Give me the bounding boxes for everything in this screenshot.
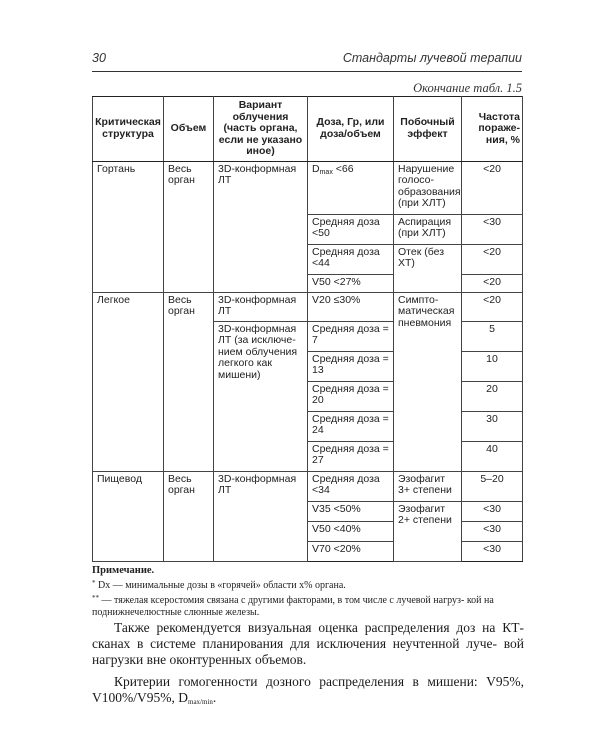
cell-effect: Нарушение голосо- образования (при ХЛТ)	[394, 161, 462, 214]
note-2: ** — тяжелая ксеростомия связана с другими факторами, в том числе с лучевой нагруз- кой на поднижнечелюстные слюнные железы.	[92, 594, 494, 618]
cell-dose: Средняя доза = 20	[308, 381, 394, 411]
cell-effect: Аспирация (при ХЛТ)	[394, 214, 462, 244]
cell-dose: Средняя доза <34	[308, 471, 394, 501]
col-header-frequency: Частота пораже- ния, %	[462, 97, 523, 162]
cell-dose: $D_{max} <66$	[308, 161, 394, 214]
cell-effect: Симпто- матическая пневмония	[394, 292, 462, 471]
cell-dose: Средняя доза <44	[308, 244, 394, 274]
cell-structure: Легкое	[93, 292, 164, 471]
table-continuation-label: Окончание табл. 1.5	[413, 81, 522, 95]
col-header-structure: Критическая структура	[93, 97, 164, 162]
cell-variant: 3D-конформная ЛТ	[214, 292, 308, 321]
table-row	[93, 161, 523, 214]
cell-dose: Средняя доза = 13	[308, 351, 394, 381]
cell-volume: Весь орган	[164, 161, 214, 292]
table-notes	[92, 565, 524, 619]
cell-frequency: 10	[462, 351, 523, 381]
cell-effect: Эзофагит 3+ степени	[394, 471, 462, 501]
cell-structure: Гортань	[93, 161, 164, 292]
cell-dose: V35 <50%	[308, 501, 394, 521]
header-rule	[92, 71, 522, 72]
cell-dose: V20 ≤30%	[308, 292, 394, 321]
col-header-dose: Доза, Гр, или доза/объем	[308, 97, 394, 162]
cell-dose: Средняя доза = 24	[308, 411, 394, 441]
table-row	[93, 471, 523, 501]
cell-dose: Средняя доза <50	[308, 214, 394, 244]
table-header-row	[93, 97, 523, 162]
notes-title: Примечание.	[92, 565, 155, 576]
table-row	[93, 292, 523, 321]
cell-frequency: 20	[462, 381, 523, 411]
cell-volume: Весь орган	[164, 471, 214, 561]
cell-frequency: 5	[462, 321, 523, 351]
cell-dose: V70 <20%	[308, 541, 394, 561]
cell-frequency: <30	[462, 214, 523, 244]
cell-frequency: <20	[462, 274, 523, 292]
cell-volume: Весь орган	[164, 292, 214, 471]
cell-dose: V50 <27%	[308, 274, 394, 292]
cell-dose: V50 <40%	[308, 521, 394, 541]
cell-frequency: 40	[462, 441, 523, 471]
cell-effect: Отек (без ХТ)	[394, 244, 462, 292]
cell-frequency: <30	[462, 521, 523, 541]
cell-frequency: <20	[462, 244, 523, 274]
cell-frequency: <30	[462, 541, 523, 561]
col-header-effect: Побочный эффект	[394, 97, 462, 162]
cell-frequency: 30	[462, 411, 523, 441]
cell-frequency: <30	[462, 501, 523, 521]
running-header	[92, 51, 522, 67]
book-title: Стандарты лучевой терапии	[342, 51, 522, 65]
paragraph: Критерии гомогенности дозного распределения в мишени: V95%, V100%/V95%, $D_{max/min}$.	[92, 674, 524, 706]
page-number: 30	[92, 51, 106, 65]
cell-structure: Пищевод	[93, 471, 164, 561]
col-header-volume: Объем	[164, 97, 214, 162]
cell-variant: 3D-конформная ЛТ	[214, 471, 308, 561]
cell-variant: 3D-конформная ЛТ	[214, 161, 308, 292]
body-text	[92, 620, 524, 716]
dose-constraints-table	[92, 96, 523, 562]
cell-frequency: <20	[462, 161, 523, 214]
cell-variant: 3D-конформная ЛТ (за исключе- нием облучения легкого как мишени)	[214, 321, 308, 471]
cell-effect: Эзофагит 2+ степени	[394, 501, 462, 561]
note-1: * Dx — минимальные дозы в «горячей» области x% органа.	[92, 579, 346, 591]
cell-frequency: 5–20	[462, 471, 523, 501]
cell-dose: Средняя доза = 27	[308, 441, 394, 471]
cell-dose: Средняя доза = 7	[308, 321, 394, 351]
col-header-variant: Вариант облучения (часть органа, если не указано иное)	[214, 97, 308, 162]
paragraph: Также рекомендуется визуальная оценка распределения доз на КТ-сканах в системе планирования для исключения неучтенной луче- вой нагрузки вне оконтуренных объемов.	[92, 620, 524, 667]
cell-frequency: <20	[462, 292, 523, 321]
